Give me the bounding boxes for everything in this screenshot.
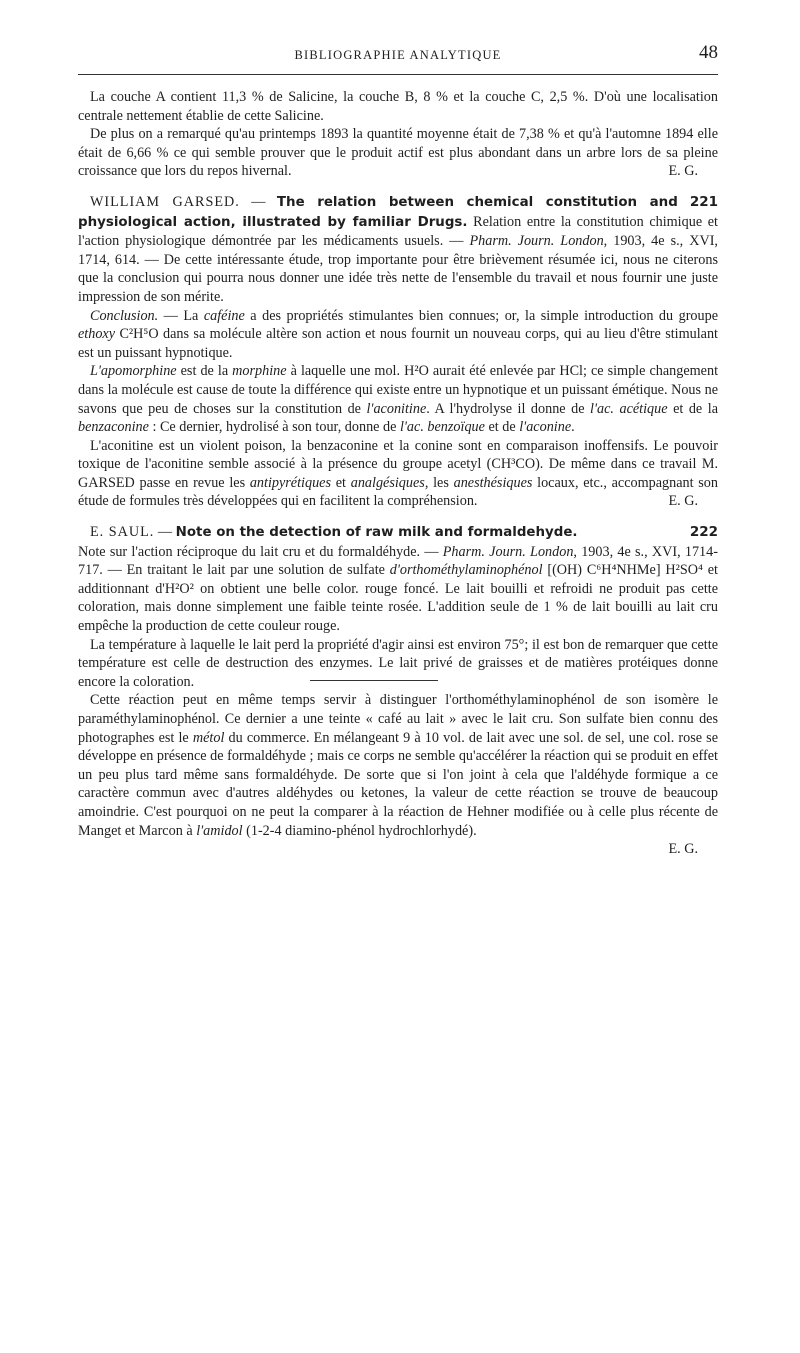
signature: E. G. [668,841,698,858]
page-body [78,88,718,859]
entry-author: E. SAUL. [90,524,155,541]
entry-222-header: 222 E. SAUL. — Note on the detection of raw milk and formaldehyde. [90,524,718,541]
entry-title: The relation between chemical constitution and physiological action, illustrated by familiar Drugs. [78,194,678,230]
entry-222-summary: Note sur l'action réciproque du lait cru et du formaldéhyde. — Pharm. Journ. London, 1903, 4e s., XVI, 1714-717. — En traitant le lait par une solution de sulfate d'orthométhylaminophénol [(OH) C⁶H⁴NHMe] H²SO⁴ et additionnant d'H²O² on obtient une belle color. rouge foncé. Le lait bouilli et refroidi ne produit pas cette coloration, mais donne simplement une faible teinte rosée. L'addition seule de 1 % de lait bouilli au lait cru empêche la production de cette couleur rouge. [78,543,718,635]
entry-221-paragraph-3: L'aconitine est un violent poison, la benzaconine et la conine sont en comparaison inoffensifs. Le pouvoir toxique de l'aconitine semble associé à la présence du groupe acetyl (CH³CO). De même dans ce travail M. GARSED passe en revue les antipyrétiques et analgésiques, les anesthésiques locaux, etc., accompagnant son étude de formules très développées qui en facilitent la compréhension. E. G. [78,437,718,510]
entry-221-paragraph-1: Conclusion. — La caféine a des propriétés stimulantes bien connues; or, la simple introduction du groupe ethoxy C²H⁵O dans sa molécule altère son action et nous fournit un nouveau corps, qui au lieu d'être stimulant est un puissant hypnotique. [78,307,719,361]
entry-title: Note on the detection of raw milk and formaldehyde. [175,525,578,541]
entry-221 [78,193,718,511]
entry-222 [78,523,718,859]
intro-paragraph-1: La couche A contient 11,3 % de Salicine, la couche B, 8 % et la couche C, 2,5 %. D'où une localisation centrale nettement établie de cette Salicine. [78,89,718,124]
entry-222-paragraph-3: Cette réaction peut en même temps servir à distinguer l'orthométhylaminophénol de son isomère le paraméthylaminophénol. Ce dernier a une teinte « café au lait » avec le lait cru. Son sulfate bien connu des photographes est le métol du commerce. En mélangeant 9 à 10 vol. de lait avec une sol. de sel, une col. rose se développe en présence de formaldéhyde ; mais ce corps ne semble qu'accélérer la réaction qui se produit en effet un peu plus tard même sans formaldéhyde. De sorte que si l'on joint à cela que l'aldéhyde formique a ce caractère commun avec d'autres aldéhydes ou ketones, la valeur de cette réaction se trouve de beaucoup amoindrie. C'est pourquoi on ne peut la comparer à la réaction de Hehner modifiée ou à celle plus récente de Manget et Marcon à l'amidol (1-2-4 diamino-phénol hydrochlorhydé). [78,692,718,839]
journal-name: Pharm. Journ. London [442,543,574,560]
entry-222-paragraph-2: La température à laquelle le lait perd la propriété d'agir ainsi est environ 75°; il est bon de remarquer que cette température est celle de destruction des enzymes. Le lait privé de graisses et de matières protéiques donne encore la coloration. [78,636,718,690]
signature: E. G. [668,493,698,510]
entry-author: WILLIAM GARSED. [90,193,240,210]
header-rule [78,74,718,75]
entry-221-header: 221 WILLIAM GARSED. — The relation between chemical constitution and physiological action, illustrated by familiar Drugs. Relation entre la constitution chimique et l'action physiologique démontrée par les médicaments usuels. — Pharm. Journ. London, 1903, 4e s., XVI, 1714, 614. — De cette intéressante étude, trop importante pour être brièvement résumée ici, nous ne citerons que la conclusion qui pourra nous donner une idée très nette de l'ensemble du travail et nous fournir une juste impression de son mérite. [78,193,718,305]
intro-paragraph-2: De plus on a remarqué qu'au printemps 1893 la quantité moyenne était de 7,38 % et qu'à l'automne 1894 elle était de 6,66 % ce qui semble prouver que le produit actif est plus abondant dans un arbre lors de sa pleine croissance que lors du repos hivernal. E. G. [78,126,718,180]
running-header [78,42,718,70]
entry-number: 222 [689,524,718,541]
running-title: BIBLIOGRAPHIE ANALYTIQUE [294,48,502,62]
entry-221-paragraph-2: L'apomorphine est de la morphine à laquelle une mol. H²O aurait été enlevée par HCl; ce simple changement dans la molécule est cause de toute la différence qui existe entre un hypnotique et un puissant émétique. Nous ne savons que peu de choses sur la constitution de l'aconitine. A l'hydrolyse il donne de l'ac. acétique et de la benzaconine : Ce dernier, hydrolisé à son tour, donne de l'ac. benzoïque et de l'aconine. [78,363,719,436]
signature: E. G. [668,163,698,180]
page-number: 48 [699,42,718,63]
entry-number: 221 [689,193,718,210]
end-rule [310,680,438,681]
journal-name: Pharm. Journ. London [469,233,604,250]
